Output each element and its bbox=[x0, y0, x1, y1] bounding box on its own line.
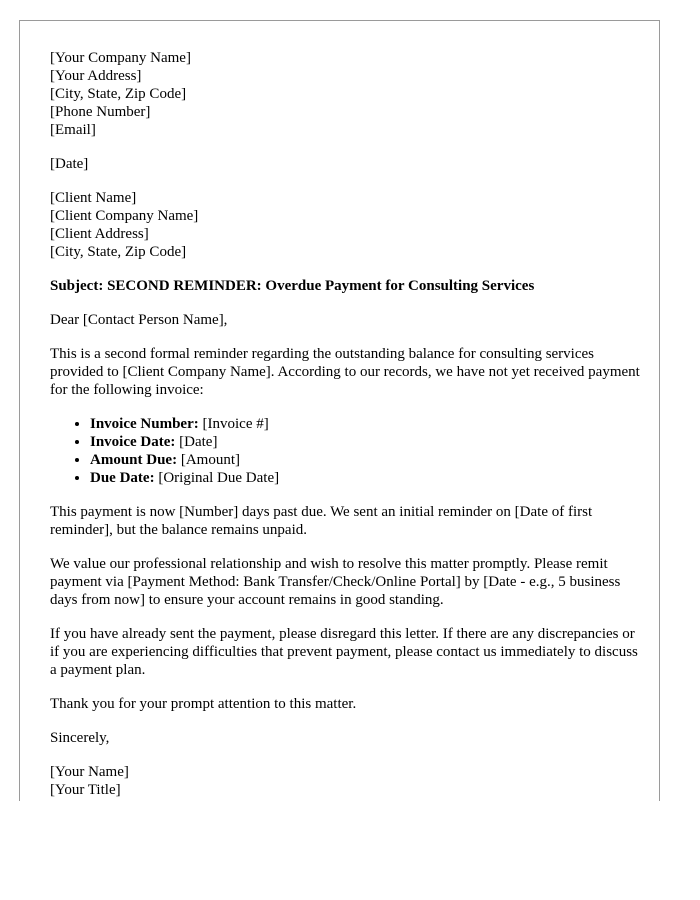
invoice-number-label: Invoice Number: bbox=[90, 416, 199, 432]
signature-block bbox=[50, 763, 642, 799]
signature-name: [Your Name] bbox=[50, 764, 129, 780]
amount-due-label: Amount Due: bbox=[90, 452, 178, 468]
invoice-number-value: [Invoice #] bbox=[198, 416, 269, 432]
sender-email: [Email] bbox=[50, 122, 96, 138]
letter-page bbox=[19, 20, 660, 801]
amount-due-value: [Amount] bbox=[177, 452, 241, 468]
subject-line: Subject: SECOND REMINDER: Overdue Payment for Consulting Services bbox=[50, 278, 535, 294]
signature-title: [Your Title] bbox=[50, 782, 121, 798]
paragraph-thanks: Thank you for your prompt attention to this matter. bbox=[50, 696, 357, 712]
sender-phone: [Phone Number] bbox=[50, 104, 151, 120]
closing: Sincerely, bbox=[50, 730, 110, 746]
recipient-city: [City, State, Zip Code] bbox=[50, 244, 187, 260]
sender-address: [Your Address] bbox=[50, 68, 142, 84]
salutation: Dear [Contact Person Name], bbox=[50, 312, 228, 328]
paragraph-intro: This is a second formal reminder regarding the outstanding balance for consulting services provided to [Client Company Name]. According to our records, we have not yet received payment for the following invoice: bbox=[50, 346, 640, 398]
invoice-date-value: [Date] bbox=[175, 434, 218, 450]
letter-content bbox=[50, 49, 642, 799]
letter-date: [Date] bbox=[50, 156, 89, 172]
sender-city: [City, State, Zip Code] bbox=[50, 86, 187, 102]
recipient-block bbox=[50, 189, 642, 261]
recipient-company: [Client Company Name] bbox=[50, 208, 199, 224]
due-date-label: Due Date: bbox=[90, 470, 155, 486]
due-date-value: [Original Due Date] bbox=[154, 470, 280, 486]
invoice-details-list bbox=[50, 415, 642, 487]
invoice-date-label: Invoice Date: bbox=[90, 434, 176, 450]
amount-due-item bbox=[90, 451, 642, 469]
invoice-number-item bbox=[90, 415, 642, 433]
sender-company: [Your Company Name] bbox=[50, 50, 191, 66]
recipient-address: [Client Address] bbox=[50, 226, 149, 242]
due-date-item bbox=[90, 469, 642, 487]
paragraph-past-due: This payment is now [Number] days past due. We sent an initial reminder on [Date of first reminder], but the balance remains unpaid. bbox=[50, 504, 593, 538]
date-block bbox=[50, 155, 642, 173]
paragraph-remit: We value our professional relationship and wish to resolve this matter promptly. Please remit payment via [Payment Method: Bank Transfer/Check/Online Portal] by [Date - e.g., 5 business days from now] to ensure your account remains in good standing. bbox=[50, 556, 621, 608]
recipient-name: [Client Name] bbox=[50, 190, 137, 206]
paragraph-disregard: If you have already sent the payment, please disregard this letter. If there are any discrepancies or if you are experiencing difficulties that prevent payment, please contact us immediately to discuss a payment plan. bbox=[50, 626, 638, 678]
sender-block bbox=[50, 49, 642, 139]
invoice-date-item bbox=[90, 433, 642, 451]
